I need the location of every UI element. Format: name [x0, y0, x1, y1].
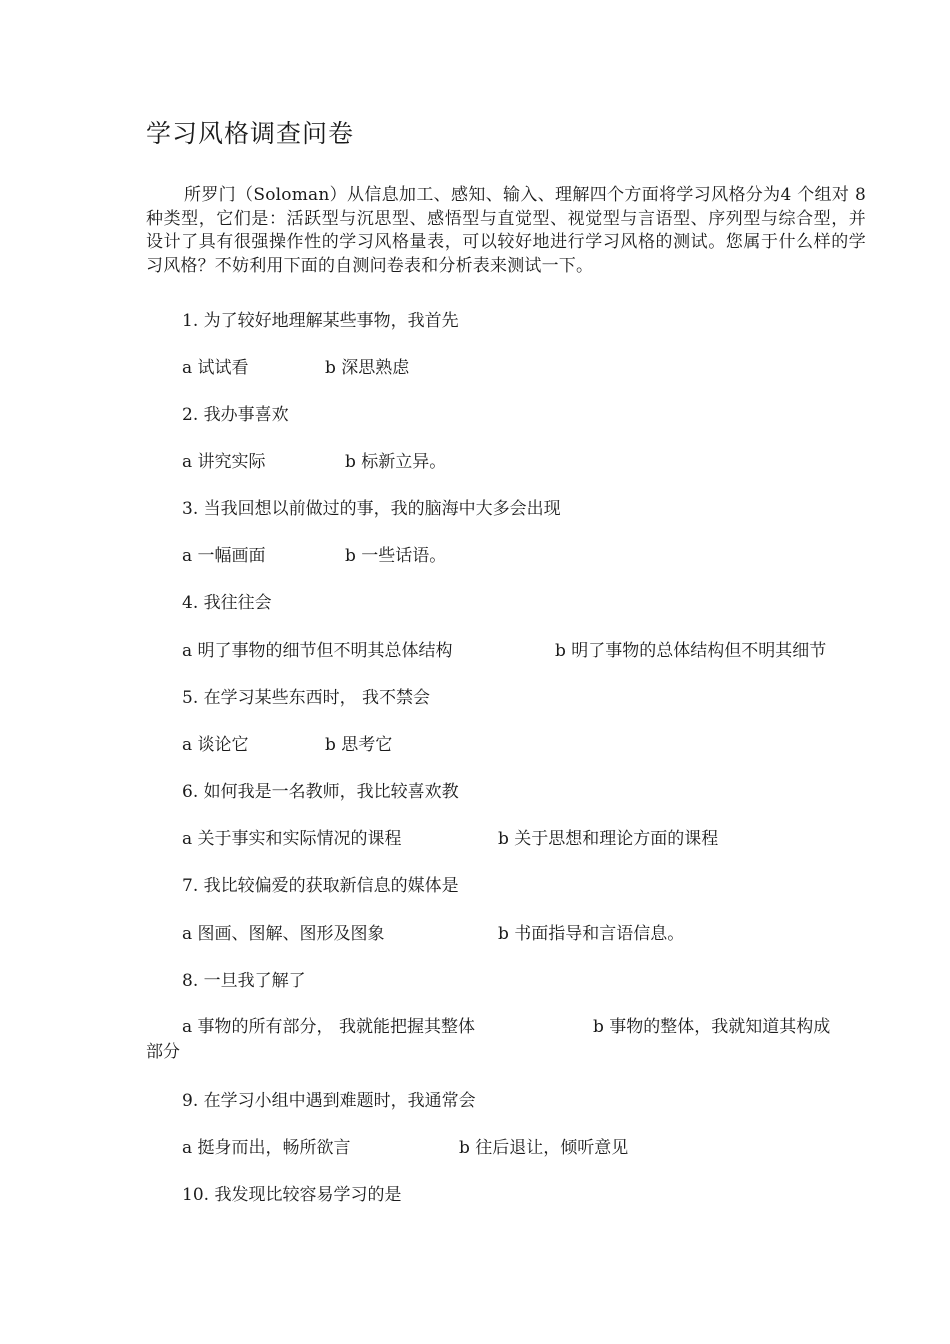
question-3-option-a: a 一幅画面: [182, 546, 266, 566]
question-1-option-a: a 试试看: [182, 358, 249, 378]
intro-paragraph: 所罗门（Soloman）从信息加工、感知、输入、理解四个方面将学习风格分为4 个组对 8 种类型，它们是：活跃型与沉思型、感悟型与直觉型、视觉型与言语型、序列型与综合型，并设计了具有很强操作性的学习风格量表，可以较好地进行学习风格的测试。您属于什么样的学习风格？不妨利用下面的自测问卷表和分析表来测试一下。: [146, 185, 866, 276]
question-8-option-b: b 事物的整体，我就知道其构成: [593, 1017, 831, 1037]
question-2-option-a: a 讲究实际: [182, 452, 266, 472]
question-7-option-b: b 书面指导和言语信息。: [498, 924, 685, 944]
question-6-option-b: b 关于思想和理论方面的课程: [498, 829, 719, 849]
question-4: 4. 我往往会: [182, 593, 272, 613]
question-5: 5. 在学习某些东西时， 我不禁会: [182, 688, 431, 708]
question-10: 10. 我发现比较容易学习的是: [182, 1185, 402, 1205]
question-8-option-a: a 事物的所有部分， 我就能把握其整体: [182, 1017, 475, 1037]
question-3-option-b: b 一些话语。: [345, 546, 447, 566]
page-title: 学习风格调查问卷: [146, 119, 355, 148]
question-8: 8. 一旦我了解了: [182, 971, 306, 991]
question-7: 7. 我比较偏爱的获取新信息的媒体是: [182, 876, 459, 896]
question-3: 3. 当我回想以前做过的事，我的脑海中大多会出现: [182, 499, 561, 519]
question-4-option-b: b 明了事物的总体结构但不明其细节: [555, 641, 827, 661]
question-8-option-b-continued: 部分: [146, 1042, 180, 1062]
question-8-options: [146, 1015, 862, 1065]
question-7-option-a: a 图画、图解、图形及图象: [182, 924, 385, 944]
question-6-option-a: a 关于事实和实际情况的课程: [182, 829, 402, 849]
question-1: 1. 为了较好地理解某些事物，我首先: [182, 311, 459, 331]
question-9-option-b: b 往后退让，倾听意见: [459, 1138, 629, 1158]
question-6: 6. 如何我是一名教师，我比较喜欢教: [182, 782, 459, 802]
question-1-option-b: b 深思熟虑: [325, 358, 410, 378]
question-9: 9. 在学习小组中遇到难题时，我通常会: [182, 1091, 476, 1111]
question-2-option-b: b 标新立异。: [345, 452, 447, 472]
question-5-option-a: a 谈论它: [182, 735, 249, 755]
question-9-option-a: a 挺身而出，畅所欲言: [182, 1138, 351, 1158]
question-2: 2. 我办事喜欢: [182, 405, 289, 425]
question-5-option-b: b 思考它: [325, 735, 393, 755]
question-4-option-a: a 明了事物的细节但不明其总体结构: [182, 641, 453, 661]
